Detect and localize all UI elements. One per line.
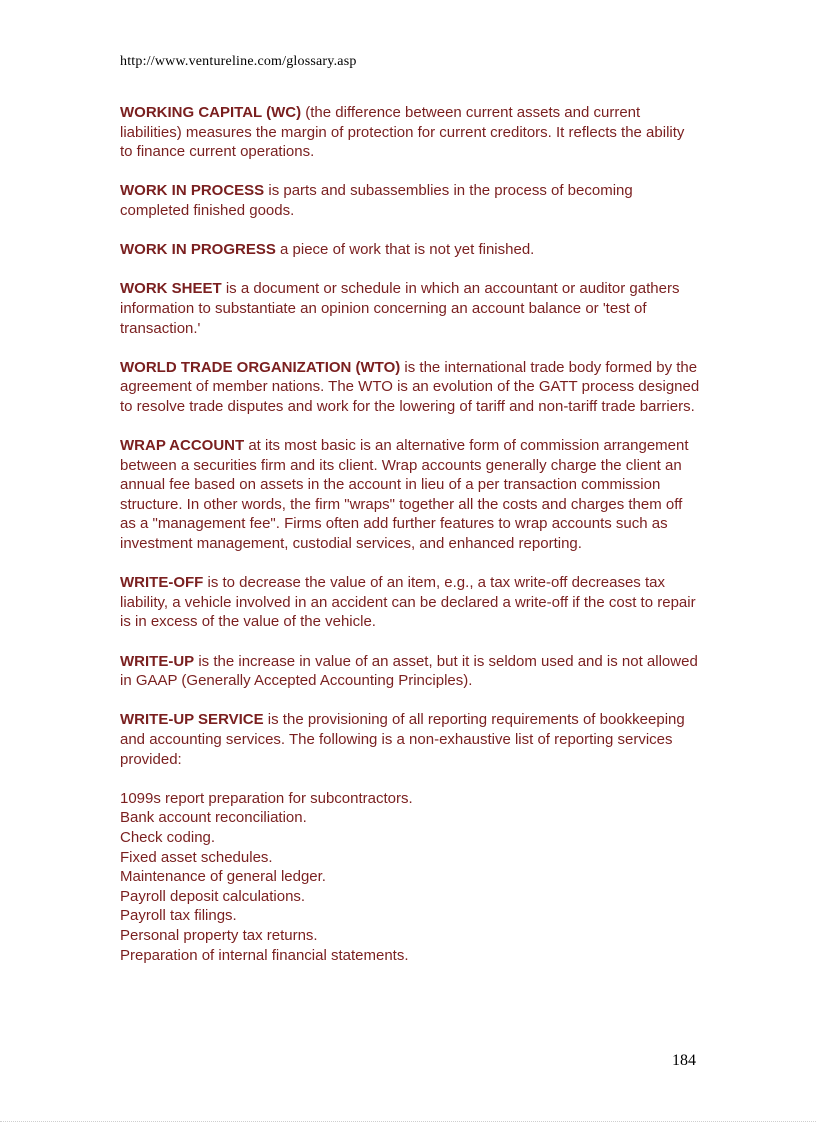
list-item: Bank account reconciliation. [120, 809, 307, 827]
list-item: Personal property tax returns. [120, 926, 318, 944]
list-item: Fixed asset schedules. [120, 848, 273, 866]
glossary-definition: is to decrease the value of an item, e.g., a tax write-off decreases tax liability, a vehicle involved in an accident can be declared a write-off if the cost to repair is in excess of the value of the vehicle. [120, 574, 696, 631]
glossary-definition: a piece of work that is not yet finished. [275, 241, 535, 259]
glossary-definition: is the provisioning of all reporting requirements of bookkeeping and accounting services. The following is a non-exhaustive list of reporting services provided: [120, 711, 685, 768]
page-header-url: http://www.ventureline.com/glossary.asp [120, 54, 357, 69]
list-item: Preparation of internal financial statements. [120, 946, 409, 964]
list-item: Check coding. [120, 828, 216, 846]
page-bottom-divider [0, 1121, 816, 1122]
glossary-definition: is parts and subassemblies in the process of becoming completed finished goods. [120, 182, 633, 219]
glossary-entry-working-capital [120, 103, 700, 162]
glossary-entry-work-sheet [120, 279, 700, 338]
glossary-term: WRITE-OFF [120, 574, 204, 592]
list-item: Maintenance of general ledger. [120, 868, 326, 886]
glossary-entry-write-up [120, 652, 700, 691]
list-item: Payroll tax filings. [120, 907, 237, 925]
glossary-entry-work-in-process [120, 181, 700, 220]
glossary-term: WORKING CAPITAL (WC) [120, 104, 302, 121]
glossary-entry-wto [120, 358, 700, 417]
glossary-definition: is a document or schedule in which an accountant or auditor gathers information to substantiate an opinion concerning an account balance or 'test of transaction.' [120, 280, 680, 337]
glossary-entry-write-up-service [120, 710, 700, 769]
glossary-term: WORK SHEET [120, 280, 222, 298]
glossary-definition: is the international trade body formed by the agreement of member nations. The WTO is an evolution of the GATT process designed to resolve trade disputes and work for the lowering of tariff and non-tariff trade barriers. [120, 358, 700, 415]
glossary-definition: is the increase in value of an asset, but it is seldom used and is not allowed in GAAP (Generally Accepted Accounting Principles). [120, 652, 698, 690]
glossary-definition: (the difference between current assets and current liabilities) measures the margin of protection for current creditors. It reflects the ability to finance current operations. [120, 104, 685, 161]
list-item: 1099s report preparation for subcontractors. [120, 789, 413, 807]
glossary-definition: at its most basic is an alternative form of commission arrangement between a securities firm and its client. Wrap accounts generally charge the client an annual fee based on assets in the account in lieu of a per transaction commission structure. In other words, the firm "wraps" together all the costs and charges them off as a "management fee". Firms often add further features to wrap accounts such as investment management, custodial services, and enhanced reporting. [120, 437, 689, 553]
glossary-entry-wrap-account [120, 436, 700, 554]
glossary-term: WORK IN PROGRESS [120, 241, 276, 259]
list-item: Payroll deposit calculations. [120, 887, 306, 905]
reporting-services-list [120, 789, 700, 965]
glossary-term: WORLD TRADE ORGANIZATION (WTO) [120, 358, 401, 376]
glossary-term: WORK IN PROCESS [120, 182, 265, 200]
glossary-term: WRITE-UP SERVICE [120, 711, 264, 729]
glossary-term: WRAP ACCOUNT [120, 437, 245, 455]
glossary-term: WRITE-UP [120, 652, 195, 670]
glossary-content [120, 103, 700, 965]
glossary-entry-write-off [120, 573, 700, 632]
glossary-entry-work-in-progress [120, 240, 700, 260]
page-number: 184 [672, 1052, 696, 1069]
